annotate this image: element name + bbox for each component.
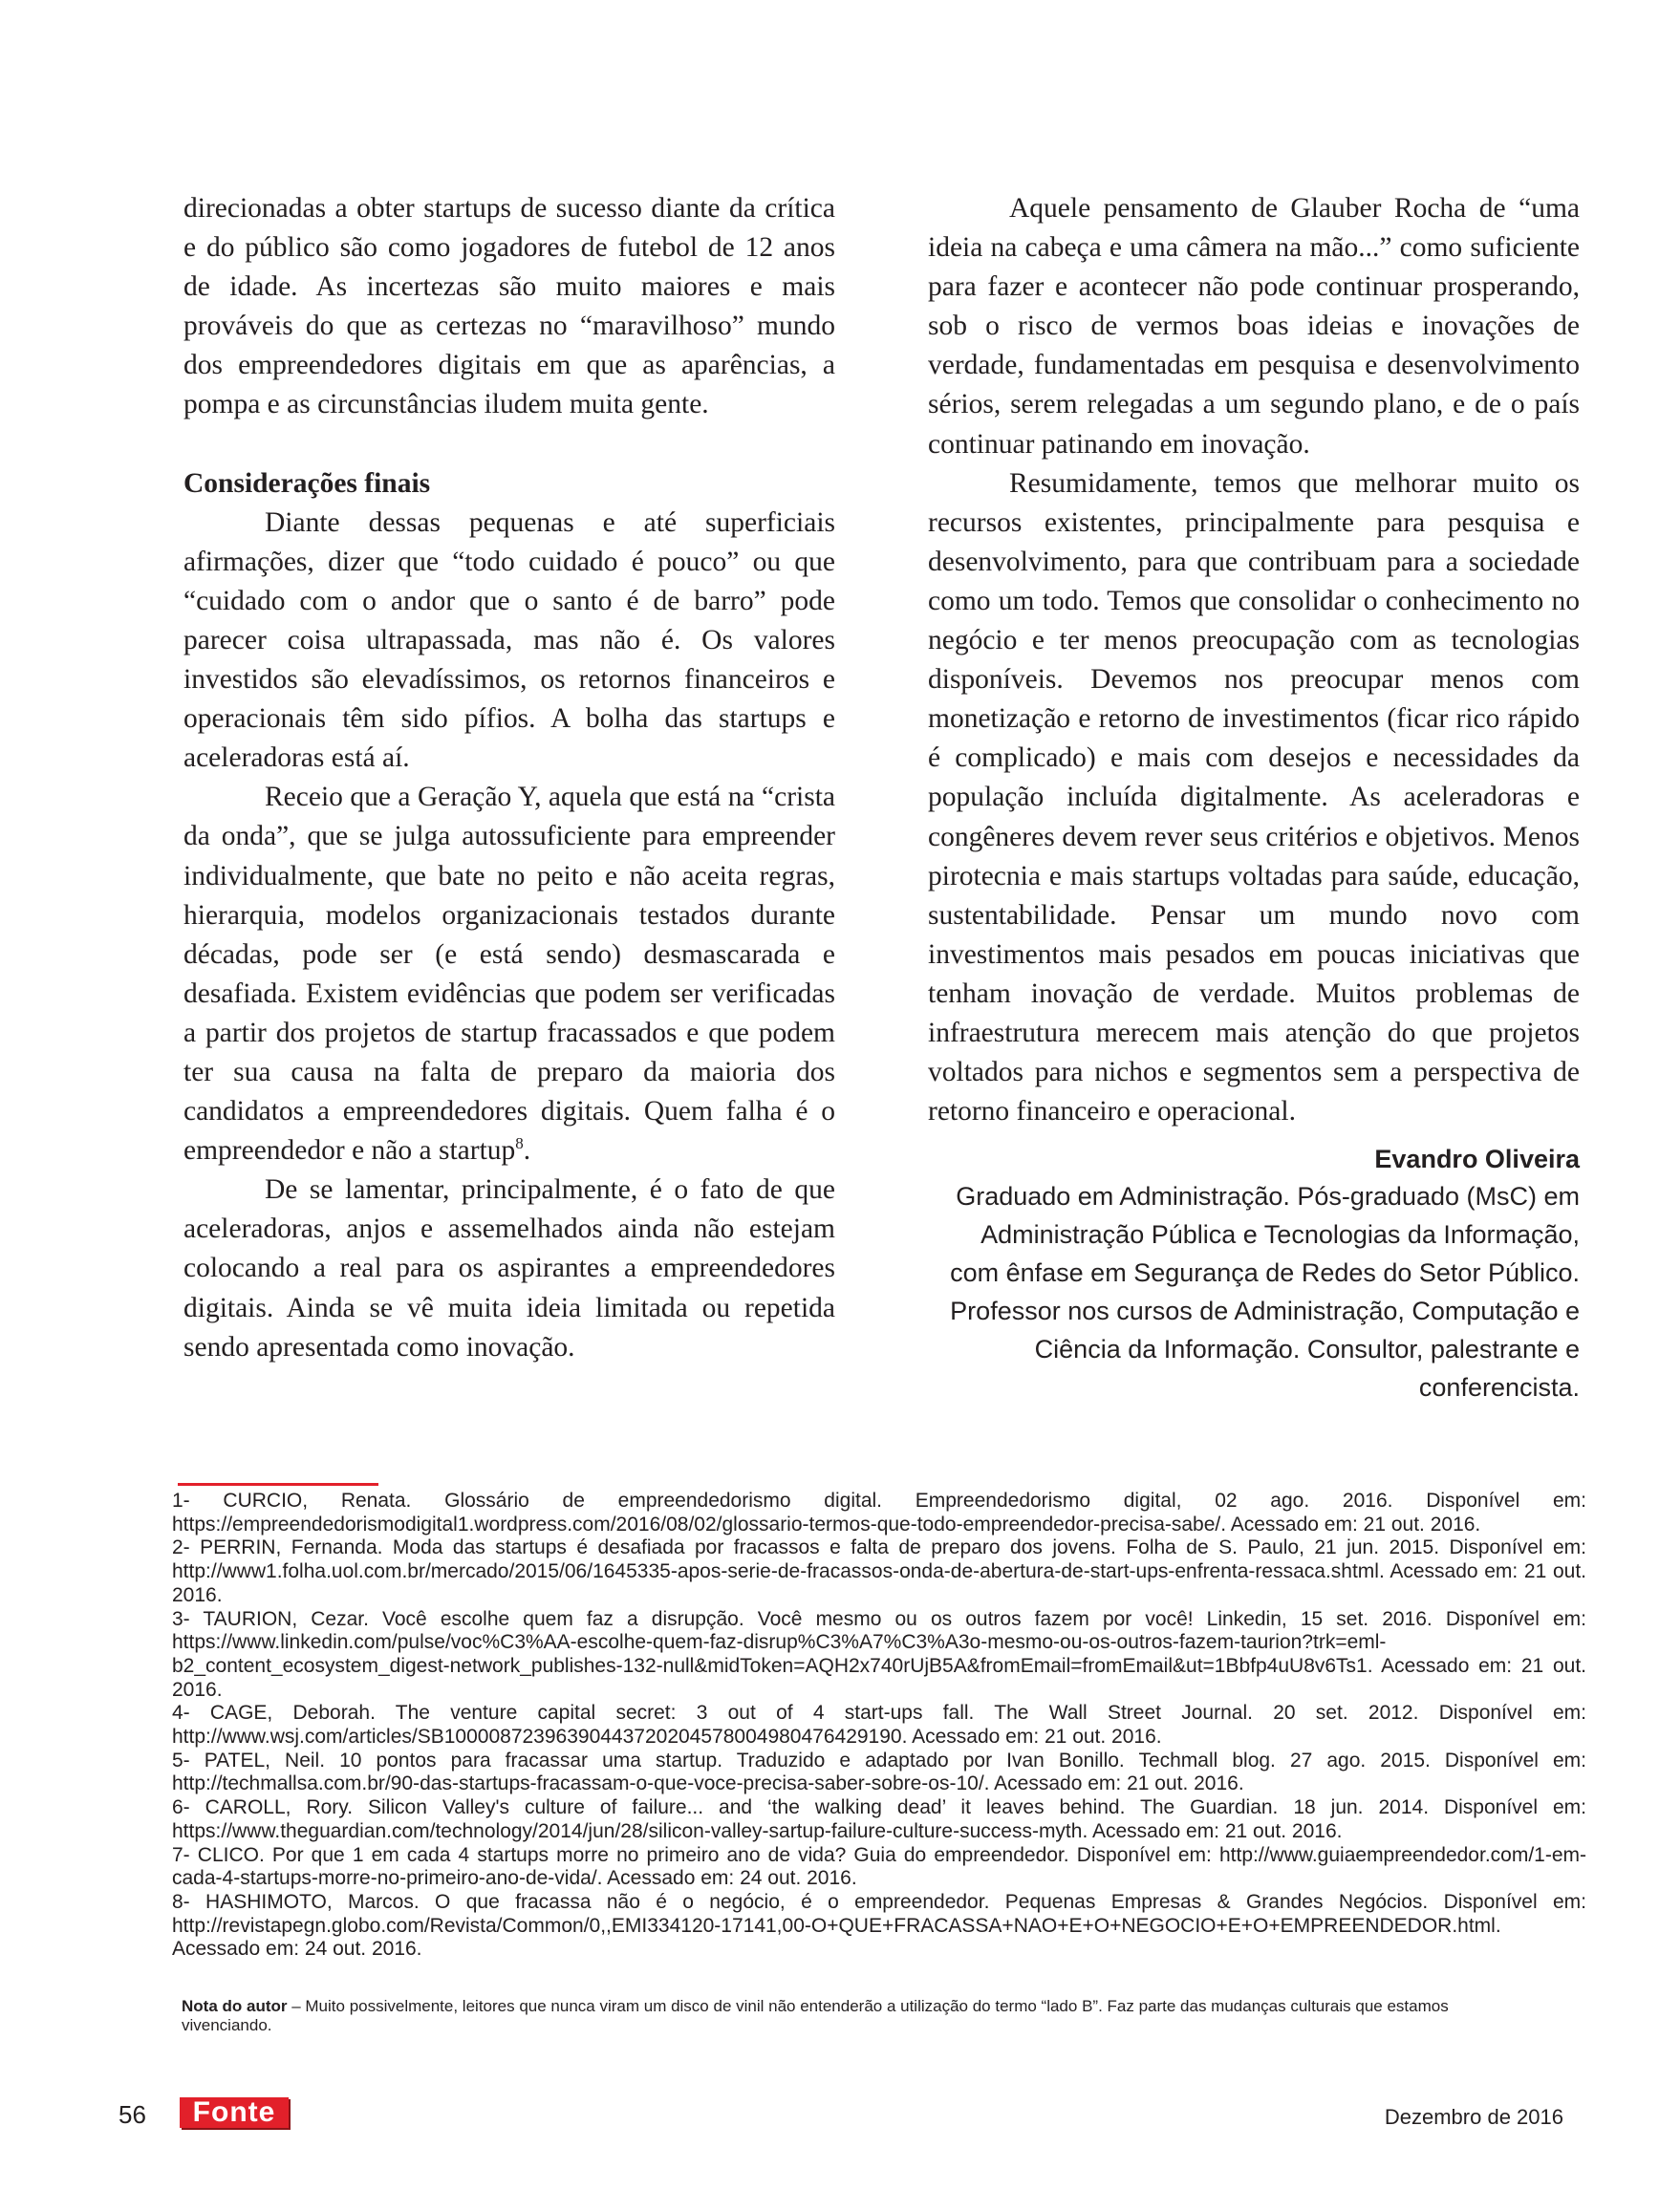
footnote-8: 8- HASHIMOTO, Marcos. O que fracassa não é o negócio, é o empreendedor. Pequenas Empresas & Grandes Negócios. Disponível em: http://revistapegn.globo.com/Revista/Common/0,,EMI334120-17141,00-O+QUE+FRACASSA+NAO+E+O+NEGOCIO+E+O+EMPREENDEDOR.html. Acessado em: 24 out. 2016. <box>172 1890 1586 1961</box>
author-note <box>182 1997 1519 2035</box>
author-box <box>928 1141 1580 1407</box>
page-number: 56 <box>118 2100 146 2129</box>
footnote-ref-8: 8 <box>515 1134 524 1153</box>
paragraph-glauber-rocha: Aquele pensamento de Glauber Rocha de “uma ideia na cabeça e uma câmera na mão...” como suficiente para fazer e acontecer não pode continuar prosperando, sob o risco de vermos boas ideias e inovações de verdade, fundamentadas em pesquisa e desenvolvimento sérios, serem relegadas a um segundo plano, e de o país continuar patinando em inovação. <box>928 193 1580 460</box>
author-note-text: – Muito possivelmente, leitores que nunca viram um disco de vinil não entenderão a utilização do termo “lado B”. Faz parte das mudanças culturais que estamos vivenciando. <box>182 1997 1449 2034</box>
footnote-1: 1- CURCIO, Renata. Glossário de empreendedorismo digital. Empreendedorismo digital, 02 ago. 2016. Disponível em: https://empreendedorismodigital1.wordpress.com/2016/08/02/glossario-termos-que-todo-empreendedor-precisa-sabe/. Acessado em: 21 out. 2016. <box>172 1490 1586 1536</box>
left-column <box>183 189 835 1367</box>
paragraph-considerations-3: De se lamentar, principalmente, é o fato de que aceleradoras, anjos e assemelhados ainda não estejam colocando a real para os aspirantes a empreendedores digitais. Ainda se vê muita ideia limitada ou repetida sendo apresentada como inovação. <box>183 1174 835 1363</box>
author-name: Evandro Oliveira <box>1374 1145 1580 1174</box>
author-bio: Graduado em Administração. Pós-graduado (MsC) em Administração Pública e Tecnologias da Informação, com ênfase em Segurança de Redes do Setor Público. Professor nos cursos de Administração, Computação e Ciência da Informação. Consultor, palestrante e conferencista. <box>950 1182 1580 1403</box>
footnote-divider <box>178 1483 378 1486</box>
footnote-5: 5- PATEL, Neil. 10 pontos para fracassar uma startup. Traduzido e adaptado por Ivan Bonillo. Techmall blog. 27 ago. 2015. Disponível em: http://techmallsa.com.br/90-das-startups-fracassam-o-que-voce-precisa-saber-sobre-os-10/. Acessado em: 21 out. 2016. <box>172 1749 1586 1795</box>
footnote-3: 3- TAURION, Cezar. Você escolhe quem faz a disrupção. Você mesmo ou os outros fazem por você! Linkedin, 15 set. 2016. Disponível em: https://www.linkedin.com/pulse/voc%C3%AA-escolhe-quem-faz-disrup%C3%A7%C3%A3o-mesmo-ou-os-outros-fazem-taurion?trk=eml-b2_content_ecosystem_digest-network_publishes-132-null&midToken=AQH2x740rUjB5A&fromEmail=fromEmail&ut=1Bbfp4uU8v6Ts1. Acessado em: 21 out. 2016. <box>172 1607 1586 1701</box>
footnote-6: 6- CAROLL, Rory. Silicon Valley's culture of failure... and ‘the walking dead’ it leaves behind. The Guardian. 18 jun. 2014. Disponível em: https://www.theguardian.com/technology/2014/jun/28/silicon-valley-sartup-failure-culture-success-myth. Acessado em: 21 out. 2016. <box>172 1796 1586 1842</box>
footnotes <box>172 1490 1586 1962</box>
paragraph-considerations-1: Diante dessas pequenas e até superficiais afirmações, dizer que “todo cuidado é pouco” ou que “cuidado com o andor que o santo é de barro” pode parecer coisa ultrapassada, mas não é. Os valores investidos são elevadíssimos, os retornos financeiros e operacionais têm sido pífios. A bolha das startups e aceleradoras está aí. <box>183 506 835 774</box>
right-column <box>928 189 1580 1407</box>
section-heading: Considerações finais <box>183 467 431 499</box>
paragraph-summary: Resumidamente, temos que melhorar muito os recursos existentes, principalmente para pesquisa e desenvolvimento, para que contribuam para a sociedade como um todo. Temos que consolidar o conhecimento no negócio e ter menos preocupação com as tecnologias disponíveis. Devemos nos preocupar menos com monetização e retorno de investimentos (ficar rico rápido é complicado) e mais com desejos e necessidades da população incluída digitalmente. As aceleradoras e congêneres devem rever seus critérios e objetivos. Menos pirotecnia e mais startups voltadas para saúde, educação, sustentabilidade. Pensar um mundo novo com investimentos mais pesados em poucas iniciativas que tenham inovação de verdade. Muitos problemas de infraestrutura merecem mais atenção do que projetos voltados para nichos e segmentos sem a perspectiva de retorno financeiro e operacional. <box>928 467 1580 1127</box>
paragraph-considerations-2-end: . <box>523 1135 531 1167</box>
footnote-7: 7- CLICO. Por que 1 em cada 4 startups morre no primeiro ano de vida? Guia do empreendedor. Disponível em: http://www.guiaempreendedor.com/1-em-cada-4-startups-morre-no-primeiro-ano-de-vida/. Acessado em: 24 out. 2016. <box>172 1843 1586 1890</box>
footnote-4: 4- CAGE, Deborah. The venture capital secret: 3 out of 4 start-ups fall. The Wall Street Journal. 20 set. 2012. Disponível em: http://www.wsj.com/articles/SB10000872396390443720204578004980476429190. Acessado em: 21 out. 2016. <box>172 1702 1586 1749</box>
paragraph-considerations-2 <box>183 778 835 1170</box>
paragraph-intro-continuation: direcionadas a obter startups de sucesso diante da crítica e do público são como jogadores de futebol de 12 anos de idade. As incertezas são muito maiores e mais prováveis do que as certezas no “maravilhoso” mundo dos empreendedores digitais em que as aparências, a pompa e as circunstâncias iludem muita gente. <box>183 193 835 420</box>
magazine-logo: Fonte <box>180 2097 289 2128</box>
author-note-label: Nota do autor <box>182 1997 288 2015</box>
footnote-2: 2- PERRIN, Fernanda. Moda das startups é desafiada por fracassos e falta de preparo dos jovens. Folha de S. Paulo, 21 jun. 2015. Disponível em: http://www1.folha.uol.com.br/mercado/2015/06/1645335-apos-serie-de-fracassos-onda-de-abertura-de-start-ups-enfrenta-ressaca.shtml. Acessado em: 21 out. 2016. <box>172 1536 1586 1606</box>
paragraph-considerations-2-text: Receio que a Geração Y, aquela que está na “crista da onda”, que se julga autossuficiente para empreender individualmente, que bate no peito e não aceita regras, hierarquia, modelos organizacionais testados durante décadas, pode ser (e está sendo) desmascarada e desafiada. Existem evidências que podem ser verificadas a partir dos projetos de startup fracassados e que podem ter sua causa na falta de preparo da maioria dos candidatos a empreendedores digitais. Quem falha é o empreendedor e não a startup <box>183 782 835 1167</box>
issue-date: Dezembro de 2016 <box>1384 2105 1563 2129</box>
